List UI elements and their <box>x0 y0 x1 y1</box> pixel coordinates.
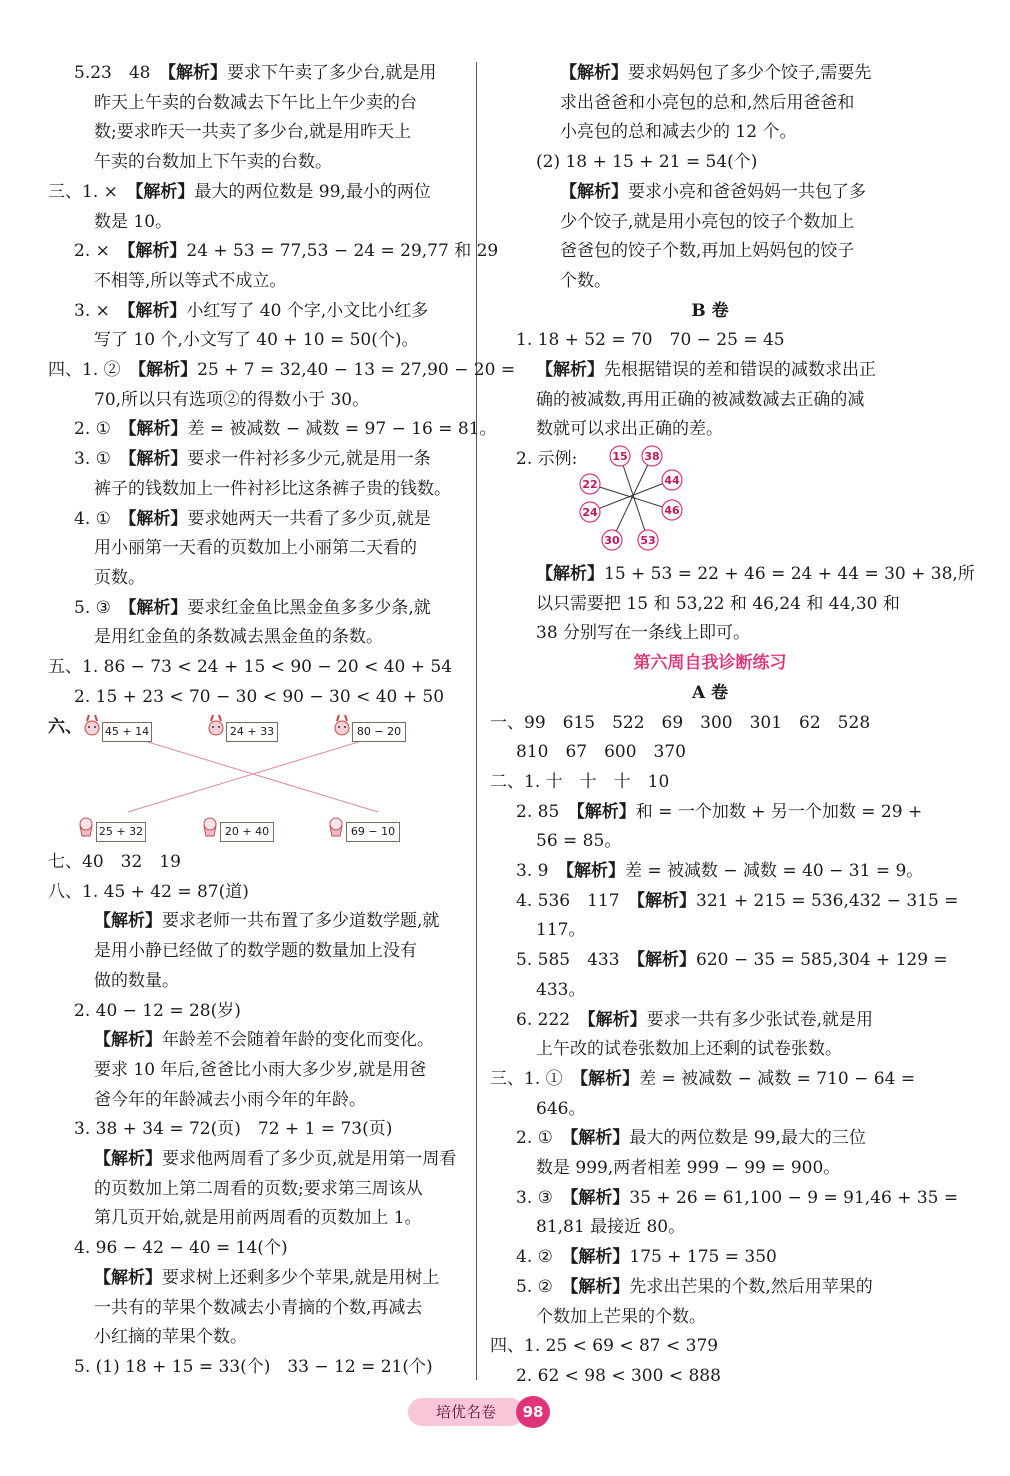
answer-line <box>510 296 910 326</box>
answer-line <box>536 355 876 385</box>
answer-text: 25 + 7 = 32,40 − 13 = 27,90 − 20 = <box>197 360 516 380</box>
wheel-number-circle <box>662 470 682 490</box>
answer-line <box>536 1212 685 1242</box>
answer-line <box>490 1331 718 1361</box>
analysis-tag: 【解析】 <box>94 1149 162 1169</box>
answer-text: 433。 <box>536 979 586 1000</box>
answer-text: 先求出芒果的个数,然后用苹果的 <box>629 1276 873 1297</box>
answer-text: 要求树上还剩多少个苹果,就是用树上 <box>162 1267 440 1288</box>
answer-text: 要求下午卖了多少台,就是用 <box>226 63 437 83</box>
page-footer <box>408 1396 554 1428</box>
cupcake-icon <box>80 818 92 836</box>
answer-text: 620 − 35 = 585,304 + 129 = <box>696 950 948 971</box>
answer-line <box>516 1005 873 1035</box>
analysis-tag: 【解析】 <box>137 360 198 380</box>
answer-text: 个数加上芒果的个数。 <box>536 1306 706 1327</box>
answer-line <box>536 1034 842 1064</box>
match-top-box: 24 + 33 <box>226 722 278 742</box>
wheel-number: 22 <box>582 478 598 491</box>
answer-prefix: 3. × <box>74 300 127 321</box>
answer-text: 小红写了 40 个字,小文比小红多 <box>186 300 429 321</box>
answer-line <box>94 88 417 118</box>
wheel-number-circle <box>662 500 682 520</box>
answer-line <box>74 1233 288 1263</box>
answer-line <box>516 1242 777 1272</box>
answer-text: 要求他两周看了多少页,就是用第一周看 <box>162 1149 457 1169</box>
answer-line <box>94 1085 366 1115</box>
answer-line <box>94 474 451 504</box>
answer-line <box>536 826 621 856</box>
answer-line <box>560 58 871 88</box>
answer-line <box>536 589 900 619</box>
answer-prefix: 四、1. 25 < 69 < 87 < 379 <box>490 1336 719 1357</box>
answer-text: 数是 10。 <box>94 211 173 232</box>
match-top-box: 80 − 20 <box>352 722 406 742</box>
wheel-number: 15 <box>612 450 628 463</box>
answer-line <box>536 414 723 444</box>
analysis-tag: 【解析】 <box>587 1009 647 1030</box>
answer-line <box>490 767 669 797</box>
answer-line <box>74 444 431 474</box>
wheel-number-circle <box>580 502 600 522</box>
answer-line <box>516 1272 873 1302</box>
wheel-number-circle <box>610 446 630 466</box>
answer-text: 56 = 85。 <box>536 831 622 852</box>
answer-prefix: 2. 85 <box>516 801 577 822</box>
answer-line <box>536 915 585 945</box>
answer-line <box>94 1025 434 1055</box>
answer-prefix: 二、1. 十 十 十 10 <box>490 771 670 792</box>
wheel-number: 38 <box>644 450 660 463</box>
answer-text: 爸爸包的饺子个数,再加上妈妈包的饺子 <box>560 241 855 262</box>
wheel-number-circle <box>580 474 600 494</box>
answer-line <box>516 444 577 474</box>
answer-text: 要求一件衬衫多少元,就是用一条 <box>187 449 431 470</box>
answer-prefix: 2. 示例: <box>516 449 578 470</box>
wheel-number: 30 <box>604 534 620 547</box>
answer-line <box>94 385 369 415</box>
answer-prefix: 810 67 600 370 <box>516 742 686 763</box>
analysis-tag: 【解析】 <box>127 449 188 470</box>
answer-line <box>48 652 452 682</box>
answer-prefix: 4. ① <box>74 508 128 529</box>
answer-prefix: 3. 38 + 34 = 72(页) 72 + 1 = 73(页) <box>74 1119 393 1140</box>
analysis-tag: 【解析】 <box>126 300 187 321</box>
answer-text: 写了 10 个,小文写了 40 + 10 = 50(个)。 <box>94 330 419 351</box>
analysis-tag: 【解析】 <box>94 1030 162 1051</box>
answer-text: 81,81 最接近 80。 <box>536 1217 686 1238</box>
answer-line <box>536 147 757 177</box>
analysis-tag: 【解析】 <box>536 564 604 584</box>
answer-text: 最大的两位数是 99,最小的两位 <box>194 181 431 202</box>
answer-line <box>94 906 439 936</box>
answer-line <box>490 708 870 738</box>
answer-prefix: 五、1. 86 − 73 < 24 + 15 < 90 − 20 < 40 + 54 <box>48 657 453 677</box>
answer-text: 不相等,所以等式不成立。 <box>94 270 287 291</box>
answer-text: 年龄差不会随着年龄的变化而变化。 <box>162 1030 434 1051</box>
answer-prefix: 2. × <box>74 241 127 262</box>
answer-text: 求出爸爸和小亮包的总和,然后用爸爸和 <box>560 92 855 113</box>
analysis-tag: 【解析】 <box>127 419 188 440</box>
cupcake-icon <box>330 818 342 836</box>
answer-text: 数;要求昨天一共卖了多少台,就是用昨天上 <box>94 122 412 143</box>
answer-text: 要求小亮和爸爸妈妈一共包了多 <box>628 181 866 202</box>
answer-prefix: 4. ② <box>516 1247 570 1268</box>
wheel-number-circle <box>638 530 658 550</box>
answer-line <box>560 266 611 296</box>
answer-line <box>48 177 431 207</box>
answer-line <box>94 966 179 996</box>
answer-line <box>74 296 428 326</box>
answer-line <box>48 847 181 877</box>
answer-text: 小红摘的苹果个数。 <box>94 1327 247 1348</box>
answer-text: 要求她两天一共看了多少页,就是 <box>187 508 431 529</box>
answer-line <box>94 622 383 652</box>
answer-text: 15 + 53 = 22 + 46 = 24 + 44 = 30 + 38,所 <box>604 564 975 584</box>
answer-line <box>536 1094 585 1124</box>
answer-text: 要求老师一共布置了多少道数学题,就 <box>162 911 440 932</box>
wheel-number-circle <box>642 446 662 466</box>
analysis-tag: 【解析】 <box>579 1068 640 1089</box>
analysis-tag: 【解析】 <box>569 1276 630 1297</box>
wheel-lines <box>578 442 698 554</box>
answer-line <box>536 975 585 1005</box>
wheel-number: 24 <box>582 506 598 519</box>
answer-line <box>74 682 444 712</box>
answer-text: 117。 <box>536 920 586 941</box>
answer-line <box>74 414 497 444</box>
answer-text: 做的数量。 <box>94 970 179 991</box>
answer-text: 差 = 被减数 − 减数 = 97 − 16 = 81。 <box>187 419 497 440</box>
answer-line <box>516 1183 958 1213</box>
matching-exercise <box>48 712 468 852</box>
answer-text: 的页数加上第二周看的页数;要求第三周该从 <box>94 1178 423 1199</box>
answer-prefix: 七、40 32 19 <box>48 852 181 872</box>
answer-text: 午卖的台数加上下午卖的台数。 <box>94 152 332 173</box>
match-bottom-box: 20 + 40 <box>220 822 274 842</box>
answer-line <box>74 1352 433 1382</box>
answer-line <box>48 877 249 907</box>
match-bottom-box: 25 + 32 <box>96 822 146 842</box>
answer-prefix: 5.23 48 <box>74 63 168 83</box>
answer-text: 70,所以只有选项②的得数小于 30。 <box>94 389 370 410</box>
answer-text: 裤子的钱数加上一件衬衫比这条裤子贵的钱数。 <box>94 478 451 499</box>
answer-line <box>74 593 431 623</box>
answer-line <box>94 147 332 177</box>
answer-line <box>516 945 948 975</box>
answer-line <box>516 325 785 355</box>
analysis-tag: 【解析】 <box>134 181 195 202</box>
answer-line <box>94 1203 422 1233</box>
answer-text: 是用小静已经做了的数学题的数量加上没有 <box>94 941 417 962</box>
answer-line <box>560 236 854 266</box>
answer-line <box>536 618 750 648</box>
answer-text: 页数。 <box>94 567 145 588</box>
answer-text: 小亮包的总和减去少的 12 个。 <box>560 122 797 143</box>
bunny-icon <box>209 715 223 735</box>
answer-text: 175 + 175 = 350 <box>629 1247 777 1268</box>
answer-text: 用小丽第一天看的页数加上小丽第二天看的 <box>94 538 417 559</box>
analysis-tag: 【解析】 <box>576 801 636 822</box>
answer-line <box>536 385 864 415</box>
answer-text: 第几页开始,就是用前两周看的页数加上 1。 <box>94 1208 422 1229</box>
answer-prefix: (2) 18 + 15 + 21 = 54(个) <box>536 152 758 173</box>
answer-prefix: 第六周自我诊断练习 <box>633 653 787 674</box>
analysis-tag: 【解析】 <box>565 861 625 881</box>
answer-text: 数就可以求出正确的差。 <box>536 419 723 440</box>
bunny-icon <box>335 715 349 735</box>
matching-label: 六、 <box>48 717 82 737</box>
answer-text: 爸今年的年龄减去小雨今年的年龄。 <box>94 1089 366 1110</box>
answer-prefix: 2. ① <box>74 419 128 440</box>
answer-line <box>560 177 866 207</box>
answer-prefix: 3. 9 <box>516 861 566 881</box>
wheel-number: 46 <box>664 504 680 517</box>
answer-prefix: 八、1. 45 + 42 = 87(道) <box>48 881 249 902</box>
answer-text: 差 = 被减数 − 减数 = 710 − 64 = <box>639 1068 916 1089</box>
match-top-box: 45 + 14 <box>102 722 152 742</box>
answer-line <box>516 1123 866 1153</box>
answer-line <box>94 1174 423 1204</box>
answer-line <box>94 266 286 296</box>
answer-text: 一共有的苹果个数减去小青摘的个数,再减去 <box>94 1297 423 1318</box>
analysis-tag: 【解析】 <box>636 950 697 971</box>
answer-text: 差 = 被减数 − 减数 = 40 − 31 = 9。 <box>624 861 924 881</box>
analysis-tag: 【解析】 <box>569 1247 630 1268</box>
answer-text: 昨天上午卖的台数减去下午比上午少卖的台 <box>94 92 417 113</box>
answer-text: 少个饺子,就是用小亮包的饺子个数加上 <box>560 211 855 232</box>
answer-line <box>48 355 515 385</box>
analysis-tag: 【解析】 <box>569 1187 630 1208</box>
answer-prefix: 2. 40 − 12 = 28(岁) <box>74 1000 241 1021</box>
answer-text: 最大的两位数是 99,最大的三位 <box>629 1128 866 1149</box>
answer-prefix: 5. ② <box>516 1276 570 1297</box>
analysis-tag: 【解析】 <box>127 508 188 529</box>
answer-prefix: 2. 62 < 98 < 300 < 888 <box>516 1365 721 1386</box>
wheel-number-circle <box>602 530 622 550</box>
answer-prefix: 5. (1) 18 + 15 = 33(个) 33 − 12 = 21(个) <box>74 1356 433 1377</box>
answer-text: 先根据错误的差和错误的减数求出正 <box>604 360 876 380</box>
answer-line <box>74 996 241 1026</box>
answer-prefix: 2. 15 + 23 < 70 − 30 < 90 − 30 < 40 + 50 <box>74 686 445 707</box>
answer-text: 上午改的试卷张数加上还剩的试卷张数。 <box>536 1039 842 1060</box>
answer-prefix: 5. ③ <box>74 597 128 618</box>
match-bottom-box: 69 − 10 <box>346 822 400 842</box>
answer-prefix: 一、99 615 522 69 300 301 62 528 <box>490 712 871 733</box>
answer-line <box>74 504 431 534</box>
answer-prefix: 4. 536 117 <box>516 890 637 911</box>
answer-text: 35 + 26 = 61,100 − 9 = 91,46 + 35 = <box>629 1187 959 1208</box>
answer-text: 646。 <box>536 1098 586 1119</box>
answer-prefix: A 卷 <box>691 682 729 703</box>
book-title-badge: 培优名卷 <box>408 1398 524 1426</box>
answer-text: 要求 10 年后,爸爸比小雨大多少岁,就是用爸 <box>94 1059 427 1080</box>
answer-text: 个数。 <box>560 270 611 291</box>
answer-line <box>94 533 417 563</box>
analysis-tag: 【解析】 <box>560 181 628 202</box>
answer-line <box>94 936 417 966</box>
answer-line <box>94 117 411 147</box>
answer-line <box>74 58 436 88</box>
answer-line <box>94 207 172 237</box>
answer-line <box>560 207 854 237</box>
answer-line <box>510 678 910 708</box>
answer-text: 以只需要把 15 和 53,22 和 46,24 和 44,30 和 <box>536 593 900 614</box>
answer-line <box>516 856 923 886</box>
answer-prefix: 6. 222 <box>516 1009 588 1030</box>
answer-text: 要求一共有多少张试卷,就是用 <box>646 1009 873 1030</box>
answer-text: 要求红金鱼比黑金鱼多多少条,就 <box>187 597 431 618</box>
answer-text: 38 分别写在一条线上即可。 <box>536 623 751 644</box>
answer-text: 确的被减数,再用正确的被减数减去正确的减 <box>536 389 865 410</box>
wheel-number: 44 <box>664 474 680 487</box>
answer-text: 24 + 53 = 77,53 − 24 = 29,77 和 29 <box>186 241 499 262</box>
answer-text: 是用红金鱼的条数减去黑金鱼的条数。 <box>94 627 383 648</box>
analysis-tag: 【解析】 <box>167 63 227 83</box>
answer-prefix: 1. 18 + 52 = 70 70 − 25 = 45 <box>516 330 785 351</box>
answer-line <box>516 886 958 916</box>
answer-line <box>510 648 910 678</box>
answer-text: 数是 999,两者相差 999 − 99 = 900。 <box>536 1158 841 1178</box>
analysis-tag: 【解析】 <box>569 1128 630 1149</box>
answer-line <box>74 1114 392 1144</box>
answer-line <box>536 1302 706 1332</box>
answer-prefix: 三、1. ① <box>490 1068 580 1089</box>
answer-line <box>94 1293 422 1323</box>
answer-text: 和 = 一个加数 + 另一个加数 = 29 + <box>635 801 923 822</box>
answer-text: 要求妈妈包了多少个饺子,需要先 <box>628 63 872 83</box>
answer-prefix: 3. ① <box>74 449 128 470</box>
cupcake-icon <box>204 818 216 836</box>
analysis-tag: 【解析】 <box>94 911 162 932</box>
bunny-icon <box>85 715 99 735</box>
answer-line <box>536 1153 840 1183</box>
analysis-tag: 【解析】 <box>94 1267 162 1288</box>
answer-line <box>94 325 419 355</box>
analysis-tag: 【解析】 <box>560 63 628 83</box>
answer-prefix: 4. 96 − 42 − 40 = 14(个) <box>74 1238 288 1259</box>
answer-line <box>74 236 498 266</box>
answer-line <box>560 88 854 118</box>
answer-line <box>516 737 686 767</box>
page-number: 98 <box>516 1396 550 1428</box>
answer-line <box>94 563 145 593</box>
answer-text: 321 + 215 = 536,432 − 315 = <box>696 890 959 911</box>
answer-prefix: 5. 585 433 <box>516 950 637 971</box>
answer-line <box>490 1064 915 1094</box>
analysis-tag: 【解析】 <box>636 890 697 911</box>
analysis-tag: 【解析】 <box>536 360 604 380</box>
answer-line <box>94 1263 439 1293</box>
answer-line <box>560 117 796 147</box>
analysis-tag: 【解析】 <box>127 597 188 618</box>
answer-line <box>516 797 922 827</box>
answer-line <box>516 1361 721 1391</box>
number-wheel-diagram <box>578 442 698 554</box>
wheel-number: 53 <box>640 534 656 547</box>
answer-prefix: 三、1. × <box>48 181 135 202</box>
answer-line <box>94 1055 426 1085</box>
answer-prefix: 3. ③ <box>516 1187 570 1208</box>
answer-prefix: 2. ① <box>516 1128 570 1149</box>
answer-prefix: 四、1. ② <box>48 360 138 380</box>
answer-line <box>94 1322 247 1352</box>
analysis-tag: 【解析】 <box>126 241 187 262</box>
answer-line <box>536 559 975 589</box>
answer-prefix: B 卷 <box>691 300 729 321</box>
answer-line <box>94 1144 456 1174</box>
